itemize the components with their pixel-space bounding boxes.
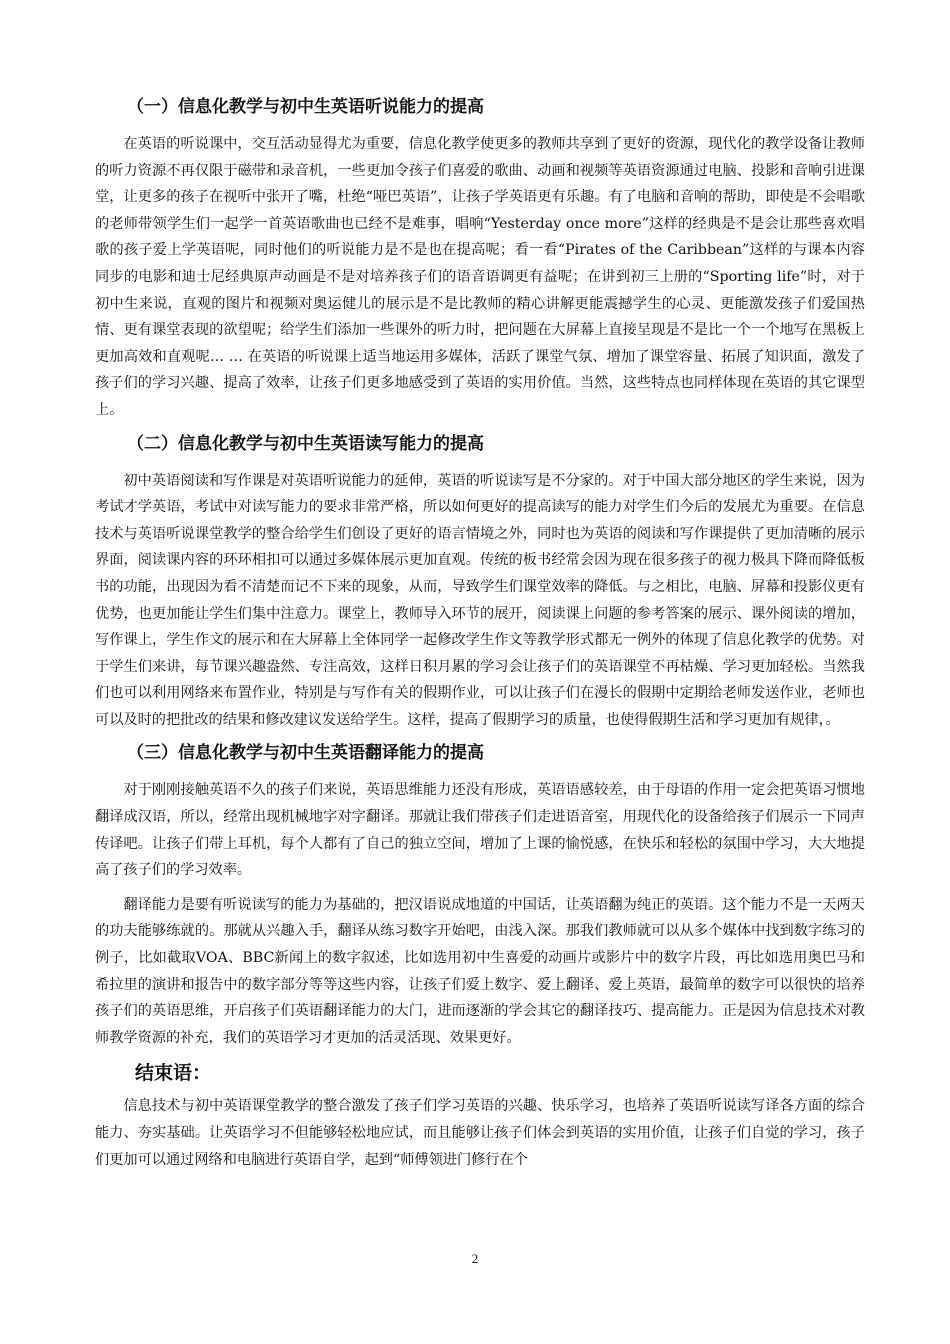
paragraph-translation-1: 对于刚刚接触英语不久的孩子们来说，英语思维能力还没有形成，英语语感较差，由于母语的作用一定会把英语习惯地翻译成汉语，所以，经常出现机械地字对字翻译。那就让我们带孩子们走进语音室，用现代化的设备给孩子们展示一下同声传译吧。让孩子们带上耳机，每个人都有了自己的独立空间，增加了上课的愉悦感，在快乐和轻松的氛围中学习，大大地提高了孩子们的学习效率。 <box>95 782 865 879</box>
conclusion-heading: 结束语： <box>135 1062 212 1085</box>
document-body <box>95 95 865 1181</box>
conclusion-paragraph: 信息技术与初中英语课堂教学的整合激发了孩子们学习英语的兴趣、快乐学习，也培养了英语听说读写译各方面的综合能力、夯实基础。让英语学习不但能够轻松地应试，而且能够让孩子们体会到英语的实用价值，让孩子们自觉的学习，孩子们更加可以通过网络和电脑进行英语自学，起到“师傅领进门修行在个 <box>95 1098 865 1168</box>
section-heading-listening: （一）信息化教学与初中生英语听说能力的提高 <box>127 97 484 117</box>
section-heading-translation: （三）信息化教学与初中生英语翻译能力的提高 <box>127 743 484 764</box>
page-number: 2 <box>471 1251 479 1266</box>
paragraph-listening: 在英语的听说课中，交互活动显得尤为重要，信息化教学使更多的教师共享到了更好的资源，现代化的教学设备让教师的听力资源不再仅限于磁带和录音机，一些更加令孩子们喜爱的歌曲、动画和视频等英语资源通过电脑、投影和音响引进课堂，让更多的孩子在视听中张开了嘴，杜绝“哑巴英语”，让孩子学英语更有乐趣。有了电脑和音响的帮助，即使是不会唱歌的老师带领学生们一起学一首英语歌曲也已经不是难事，唱响“Yesterday once more”这样的经典是不是会让那些喜欢唱歌的孩子爱上学英语呢，同时他们的听说能力是不是也在提高呢；看一看“Pirates of the Caribbean”这样的与课本内容同步的电影和迪士尼经典原声动画是不是对培养孩子们的语音语调更有益呢；在讲到初三上册的“Sporting life”时，对于初中生来说，直观的图片和视频对奥运健儿的展示是不是比教师的精心讲解更能震撼学生的心灵、更能激发孩子们爱国热情、更有课堂表现的欲望呢；给学生们添加一些课外的听力时，把问题在大屏幕上直接呈现是不是比一个一个地写在黑板上更加高效和直观呢… … 在英语的听说课上适当地运用多媒体，活跃了课堂气氛、增加了课堂容量、拓展了知识面，激发了孩子们的学习兴趣、提高了效率，让孩子们更多地感受到了英语的实用价值。当然，这些特点也同样体现在英语的其它课型上。 <box>95 136 865 418</box>
section-heading-reading-writing: （二）信息化教学与初中生英语读写能力的提高 <box>127 433 484 454</box>
paragraph-reading-writing: 初中英语阅读和写作课是对英语听说能力的延伸，英语的听说读写是不分家的。对于中国大部分地区的学生来说，因为考试才学英语，考试中对读写能力的要求非常严格，所以如何更好的提高读写的能力对学生们今后的发展尤为重要。在信息技术与英语听说课堂教学的整合给学生们创设了更好的语言情境之外，同时也为英语的阅读和写作课提供了更加清晰的展示界面，阅读课内容的环环相扣可以通过多媒体展示更加直观。传统的板书经常会因为现在很多孩子的视力极具下降而降低板书的功能，出现因为看不清楚而记不下来的现象，从而，导致学生们课堂效率的降低。与之相比，电脑、屏幕和投影仪更有优势，也更加能让学生们集中注意力。课堂上，教师导入环节的展开，阅读课上问题的参考答案的展示、课外阅读的增加，写作课上，学生作文的展示和在大屏幕上全体同学一起修改学生作文等教学形式都无一例外的体现了信息化教学的优势。对于学生们来讲，每节课兴趣盎然、专注高效，这样日积月累的学习会让孩子们的英语课堂不再枯燥、学习更加轻松。当然我们也可以利用网络来布置作业，特别是与写作有关的假期作业，可以让孩子们在漫长的假期中定期给老师发送作业，老师也可以及时的把批改的结果和修改建议发送给学生。这样，提高了假期学习的质量，也使得假期生活和学习更加有规律，。 <box>95 472 865 728</box>
paragraph-translation-2: 翻译能力是要有听说读写的能力为基础的，把汉语说成地道的中国话，让英语翻为纯正的英语。这个能力不是一天两天的功夫能够练就的。那就从兴趣入手，翻译从练习数字开始吧，由浅入深。那我们教师就可以从多个媒体中找到数字练习的例子，比如截取VOA、BBC新闻上的数字叙述，比如选用初中生喜爱的动画片或影片中的数字片段，再比如选用奥巴马和希拉里的演讲和报告中的数字部分等等这些内容，让孩子们爱上数字、爱上翻译、爱上英语，最简单的数字可以很快的培养孩子们的英语思维，开启孩子们英语翻译能力的大门，进而逐渐的学会其它的翻译技巧、提高能力。正是因为信息技术对教师教学资源的补充，我们的英语学习才更加的活灵活现、效果更好。 <box>95 896 865 1046</box>
